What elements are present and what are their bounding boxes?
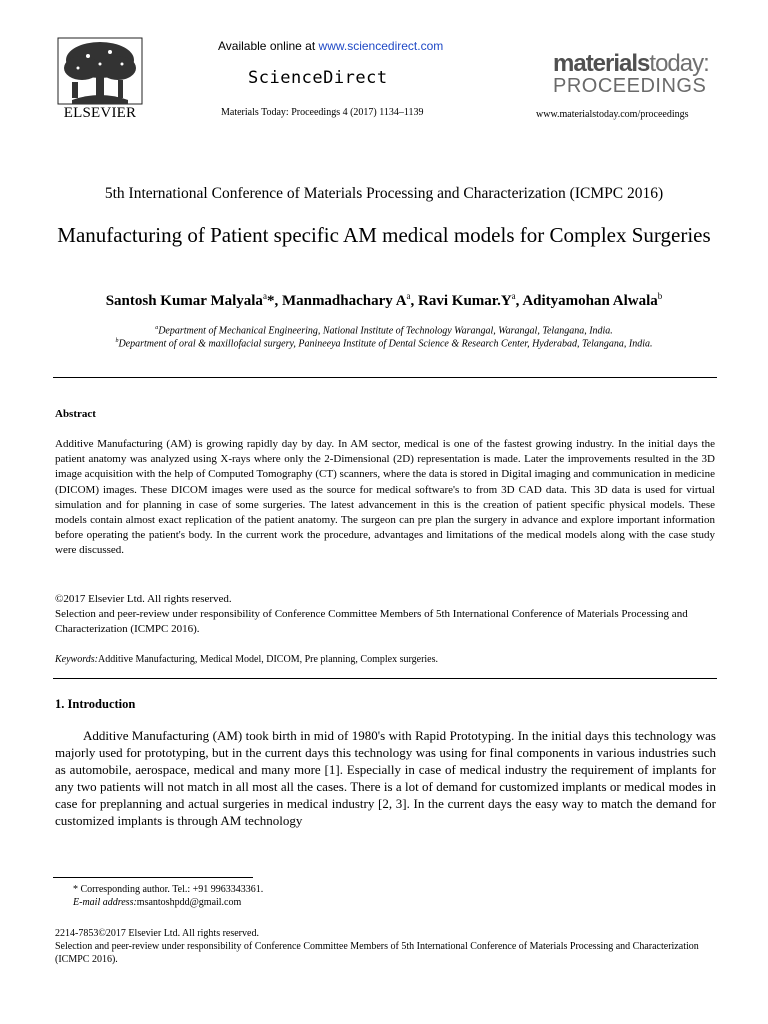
peer-review-line: Selection and peer-review under responsibility of Conference Committee Members of 5th International Conference of Materials Processing and Characterization (ICMPC 2016). [55, 608, 688, 636]
affiliation-mark: b [115, 338, 119, 344]
corresponding-author-note: * Corresponding author. Tel.: +91 9963343361. [73, 884, 264, 895]
abstract-copyright-block [55, 592, 715, 638]
author-affil: b [657, 291, 663, 301]
keywords-label: Keywords: [55, 654, 98, 665]
author-list: Santosh Kumar Malyala$^a$*, Manmadhachary $A^a$, Ravi $Kumar.Y^a$, Adityamohan Alwala$^b$ [105, 291, 663, 309]
journal-citation: Materials Today: Proceedings 4 (2017) 1134–1139 [221, 107, 424, 118]
affiliation [0, 338, 768, 349]
section-heading: 1. Introduction [55, 697, 136, 711]
author-affil: a [511, 291, 516, 301]
platform-name: ScienceDirect [248, 68, 388, 88]
abstract-text: Additive Manufacturing (AM) is growing rapidly day by day. In AM sector, medical is one of the fastest growing industry. In the initial days the patient anatomy was analyzed using X-rays where only the 2-Dimensional (2D) representation is made. Later the improvements resulted in the 3D image acquisition with the help of Computed Tomography (CT) scanners, where the data is stored in Digital imaging and communication in medicine (DICOM) images. These DICOM images were used as the source for medical software's to from 3D CAD data. This 3D data is used for virtual simulation and for planning in case of some surgeries. The latest advancement in this is the creation of patient specific physical models. These models contain almost exact replication of the patient anatomy. The surgeon can pre plan the surgery in advance and explore important information before operating the patient's body. In the current work the procedure, advantages and limitations of the medical models along with the case study were discussed. [55, 438, 715, 557]
email-note [73, 897, 241, 908]
available-online-label: Available online at [218, 39, 319, 53]
divider [53, 678, 717, 679]
author-name: Manmadhachary A [281, 293, 407, 309]
journal-url[interactable]: www.materialstoday.com/proceedings [536, 109, 689, 120]
brand-main: materials [553, 50, 650, 77]
keywords [55, 654, 438, 665]
journal-brand-logo [553, 50, 709, 77]
footer-peer-review: Selection and peer-review under responsibility of Conference Committee Members of 5th International Conference of Materials Processing and Characterization (ICMPC 2016). [55, 941, 699, 965]
brand-proceedings: PROCEEDINGS [553, 75, 707, 97]
brand-colon: : [703, 50, 709, 77]
affiliation [0, 325, 768, 336]
email-label: E-mail address: [73, 897, 137, 908]
divider [53, 377, 717, 378]
author-affil: a [262, 291, 267, 301]
author-name: Ravi Kumar.Y [418, 293, 512, 309]
keywords-text: Additive Manufacturing, Medical Model, DICOM, Pre planning, Complex surgeries. [97, 654, 439, 665]
publisher-name: ELSEVIER [63, 105, 137, 121]
paper-title: Manufacturing of Patient specific AM medical models for Complex Surgeries [57, 223, 711, 247]
issn-line: 2214-7853©2017 Elsevier Ltd. All rights reserved. [55, 928, 259, 939]
author-name: Santosh Kumar Malyala [105, 293, 263, 309]
affiliation-text: Department of Mechanical Engineering, National Institute of Technology Warangal, Warangal, Telangana, India. [158, 325, 613, 337]
affiliation-mark: a [155, 325, 159, 331]
author-name: Adityamohan Alwala [522, 293, 658, 309]
introduction-paragraph: Additive Manufacturing (AM) took birth in mid of 1980's with Rapid Prototyping. In the initial days this technology was majorly used for prototyping, but in the current days this technology was using for final components in various industries such as automobile, aerospace, medical and many more [1]. Especially in case of medical industry the requirement of implants for any two patients will not match in all most all the cases. There is a lot of demand for customized implants or medical modes in case for preplanning and actual surgeries in medical industry [2, 3]. In the current days the easy way to match the demand for customized implants is through AM technology [55, 728, 716, 829]
conference-name: 5th International Conference of Materials Processing and Characterization (ICMPC 2016) [104, 185, 664, 202]
page-footer [55, 927, 723, 966]
copyright-line: ©2017 Elsevier Ltd. All rights reserved. [55, 593, 232, 605]
affiliation-text: Department of oral & maxillofacial surgery, Panineeya Institute of Dental Science & Research Center, Hyderabad, Telangana, India. [118, 338, 653, 350]
section-text [55, 727, 716, 830]
abstract-heading: Abstract [55, 408, 96, 420]
corresponding-mark: * [266, 293, 275, 309]
email-address[interactable]: msantoshpdd@gmail.com [136, 897, 242, 908]
footnote-divider [53, 877, 253, 878]
author-affil: a [406, 291, 411, 301]
brand-sub: today [649, 50, 704, 77]
available-online [218, 39, 443, 53]
sciencedirect-link[interactable]: www.sciencedirect.com [318, 39, 444, 53]
